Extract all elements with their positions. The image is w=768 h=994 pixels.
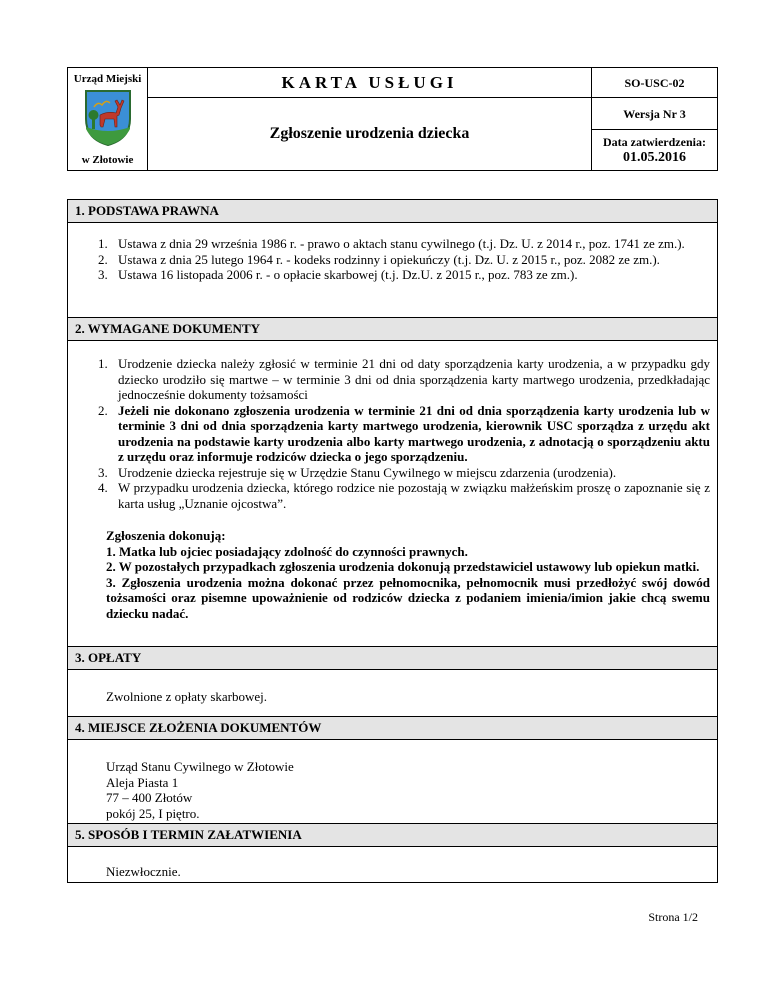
notes-heading: Zgłoszenia dokonują:	[106, 528, 226, 543]
list-item: 3. Urodzenie dziecka rejestruje się w Urzędzie Stanu Cywilnego w miejscu zdarzenia (urodzenia).	[98, 464, 617, 480]
list-item: 4. W przypadku urodzenia dziecka, którego rodzice nie pozostają w związku małżeńskim proszę o zapoznanie się z karta usług „Uznanie ojcostwa”.	[98, 480, 710, 511]
section-fees	[67, 646, 718, 717]
card-title-cell	[148, 68, 592, 98]
card-title: KARTA USŁUGI	[281, 72, 458, 92]
list-item: 2. Jeżeli nie dokonano zgłoszenia urodzenia w terminie 21 dni od dnia sporządzenia karty urodzenia lub w terminie 3 dni od dnia sporządzenia karty martwego urodzenia, kierownik USC sporządza z urzędu akt urodzenia na podstawie karty urodzenia albo karty martwego urodzenia, z adnotacją o sporządzeniu aktu z urzędu oraz informuje rodziców dziecka o jego sporządzeniu.	[98, 402, 710, 464]
section-required-documents	[67, 317, 718, 647]
approval-date: 01.05.2016	[622, 149, 686, 165]
section-title: 1. PODSTAWA PRAWNA	[68, 200, 717, 223]
service-cell	[148, 98, 592, 171]
approval-cell	[591, 130, 717, 171]
address-line: pokój 25, I piętro.	[106, 805, 200, 821]
legal-list	[68, 236, 717, 283]
section-title: 5. SPOSÓB I TERMIN ZAŁATWIENIA	[68, 823, 717, 847]
office-name-bottom: w Złotowie	[81, 153, 134, 166]
note-item: 3. Zgłoszenia urodzenia można dokonać przez pełnomocnika, pełnomocnik musi przedłożyć swój dowód tożsamości oraz pisemne upoważnienie od rodziców dziecka z podaniem imienia/imion jakie chcą swemu dziecku nadać.	[106, 574, 710, 621]
list-item: 2. Ustawa z dnia 25 lutego 1964 r. - kodeks rodzinny i opiekuńczy (t.j. Dz. U. z 2015 r., poz. 2082 ze zm.).	[98, 251, 660, 267]
address-line: 77 – 400 Złotów	[106, 790, 193, 805]
handling-text: Niezwłocznie.	[106, 864, 181, 879]
office-name-top: Urząd Miejski	[73, 72, 142, 85]
fees-text: Zwolnione z opłaty skarbowej.	[106, 689, 268, 704]
note-item: 2. W pozostałych przypadkach zgłoszenia urodzenia dokonują przedstawiciel ustawowy lub opiekun matki.	[106, 559, 700, 574]
document-code: SO-USC-02	[624, 75, 685, 90]
section-title: 4. MIEJSCE ZŁOŻENIA DOKUMENTÓW	[68, 716, 717, 740]
section-legal-basis	[67, 199, 718, 318]
approval-label: Data zatwierdzenia:	[603, 134, 706, 149]
service-name: Zgłoszenie urodzenia dziecka	[269, 125, 470, 142]
section-submission-place	[67, 716, 718, 824]
page-number: Strona 1/2	[648, 910, 698, 924]
address-line: Aleja Piasta 1	[106, 774, 179, 790]
documents-list	[68, 356, 717, 511]
list-item: 3. Ustawa 16 listopada 2006 r. - o opłacie skarbowej (t.j. Dz.U. z 2015 r., poz. 783 ze zm.).	[98, 267, 578, 282]
document-header	[67, 67, 718, 171]
notes-block	[68, 528, 717, 621]
section-title: 3. OPŁATY	[68, 646, 717, 670]
code-cell	[591, 68, 717, 98]
section-title: 2. WYMAGANE DOKUMENTY	[68, 317, 717, 341]
coat-of-arms-icon	[84, 89, 132, 147]
office-cell	[68, 68, 148, 171]
section-handling	[67, 823, 718, 883]
address-line: Urząd Stanu Cywilnego w Złotowie	[106, 759, 294, 774]
list-item: 1. Urodzenie dziecka należy zgłosić w terminie 21 dni od daty sporządzenia karty urodzenia, a w przypadku gdy dziecko urodziło się martwe – w terminie 3 dni od dnia sporządzenia karty martwego urodzenia, przedkładając jednocześnie dokumenty tożsamości	[98, 356, 710, 402]
list-item: 1. Ustawa z dnia 29 września 1986 r. - prawo o aktach stanu cywilnego (t.j. Dz. U. z 2014 r., poz. 1741 ze zm.).	[98, 236, 685, 251]
note-item: 1. Matka lub ojciec posiadający zdolność do czynności prawnych.	[106, 543, 468, 559]
version-cell	[591, 98, 717, 130]
address-block	[68, 740, 717, 821]
version: Wersja Nr 3	[623, 106, 686, 121]
